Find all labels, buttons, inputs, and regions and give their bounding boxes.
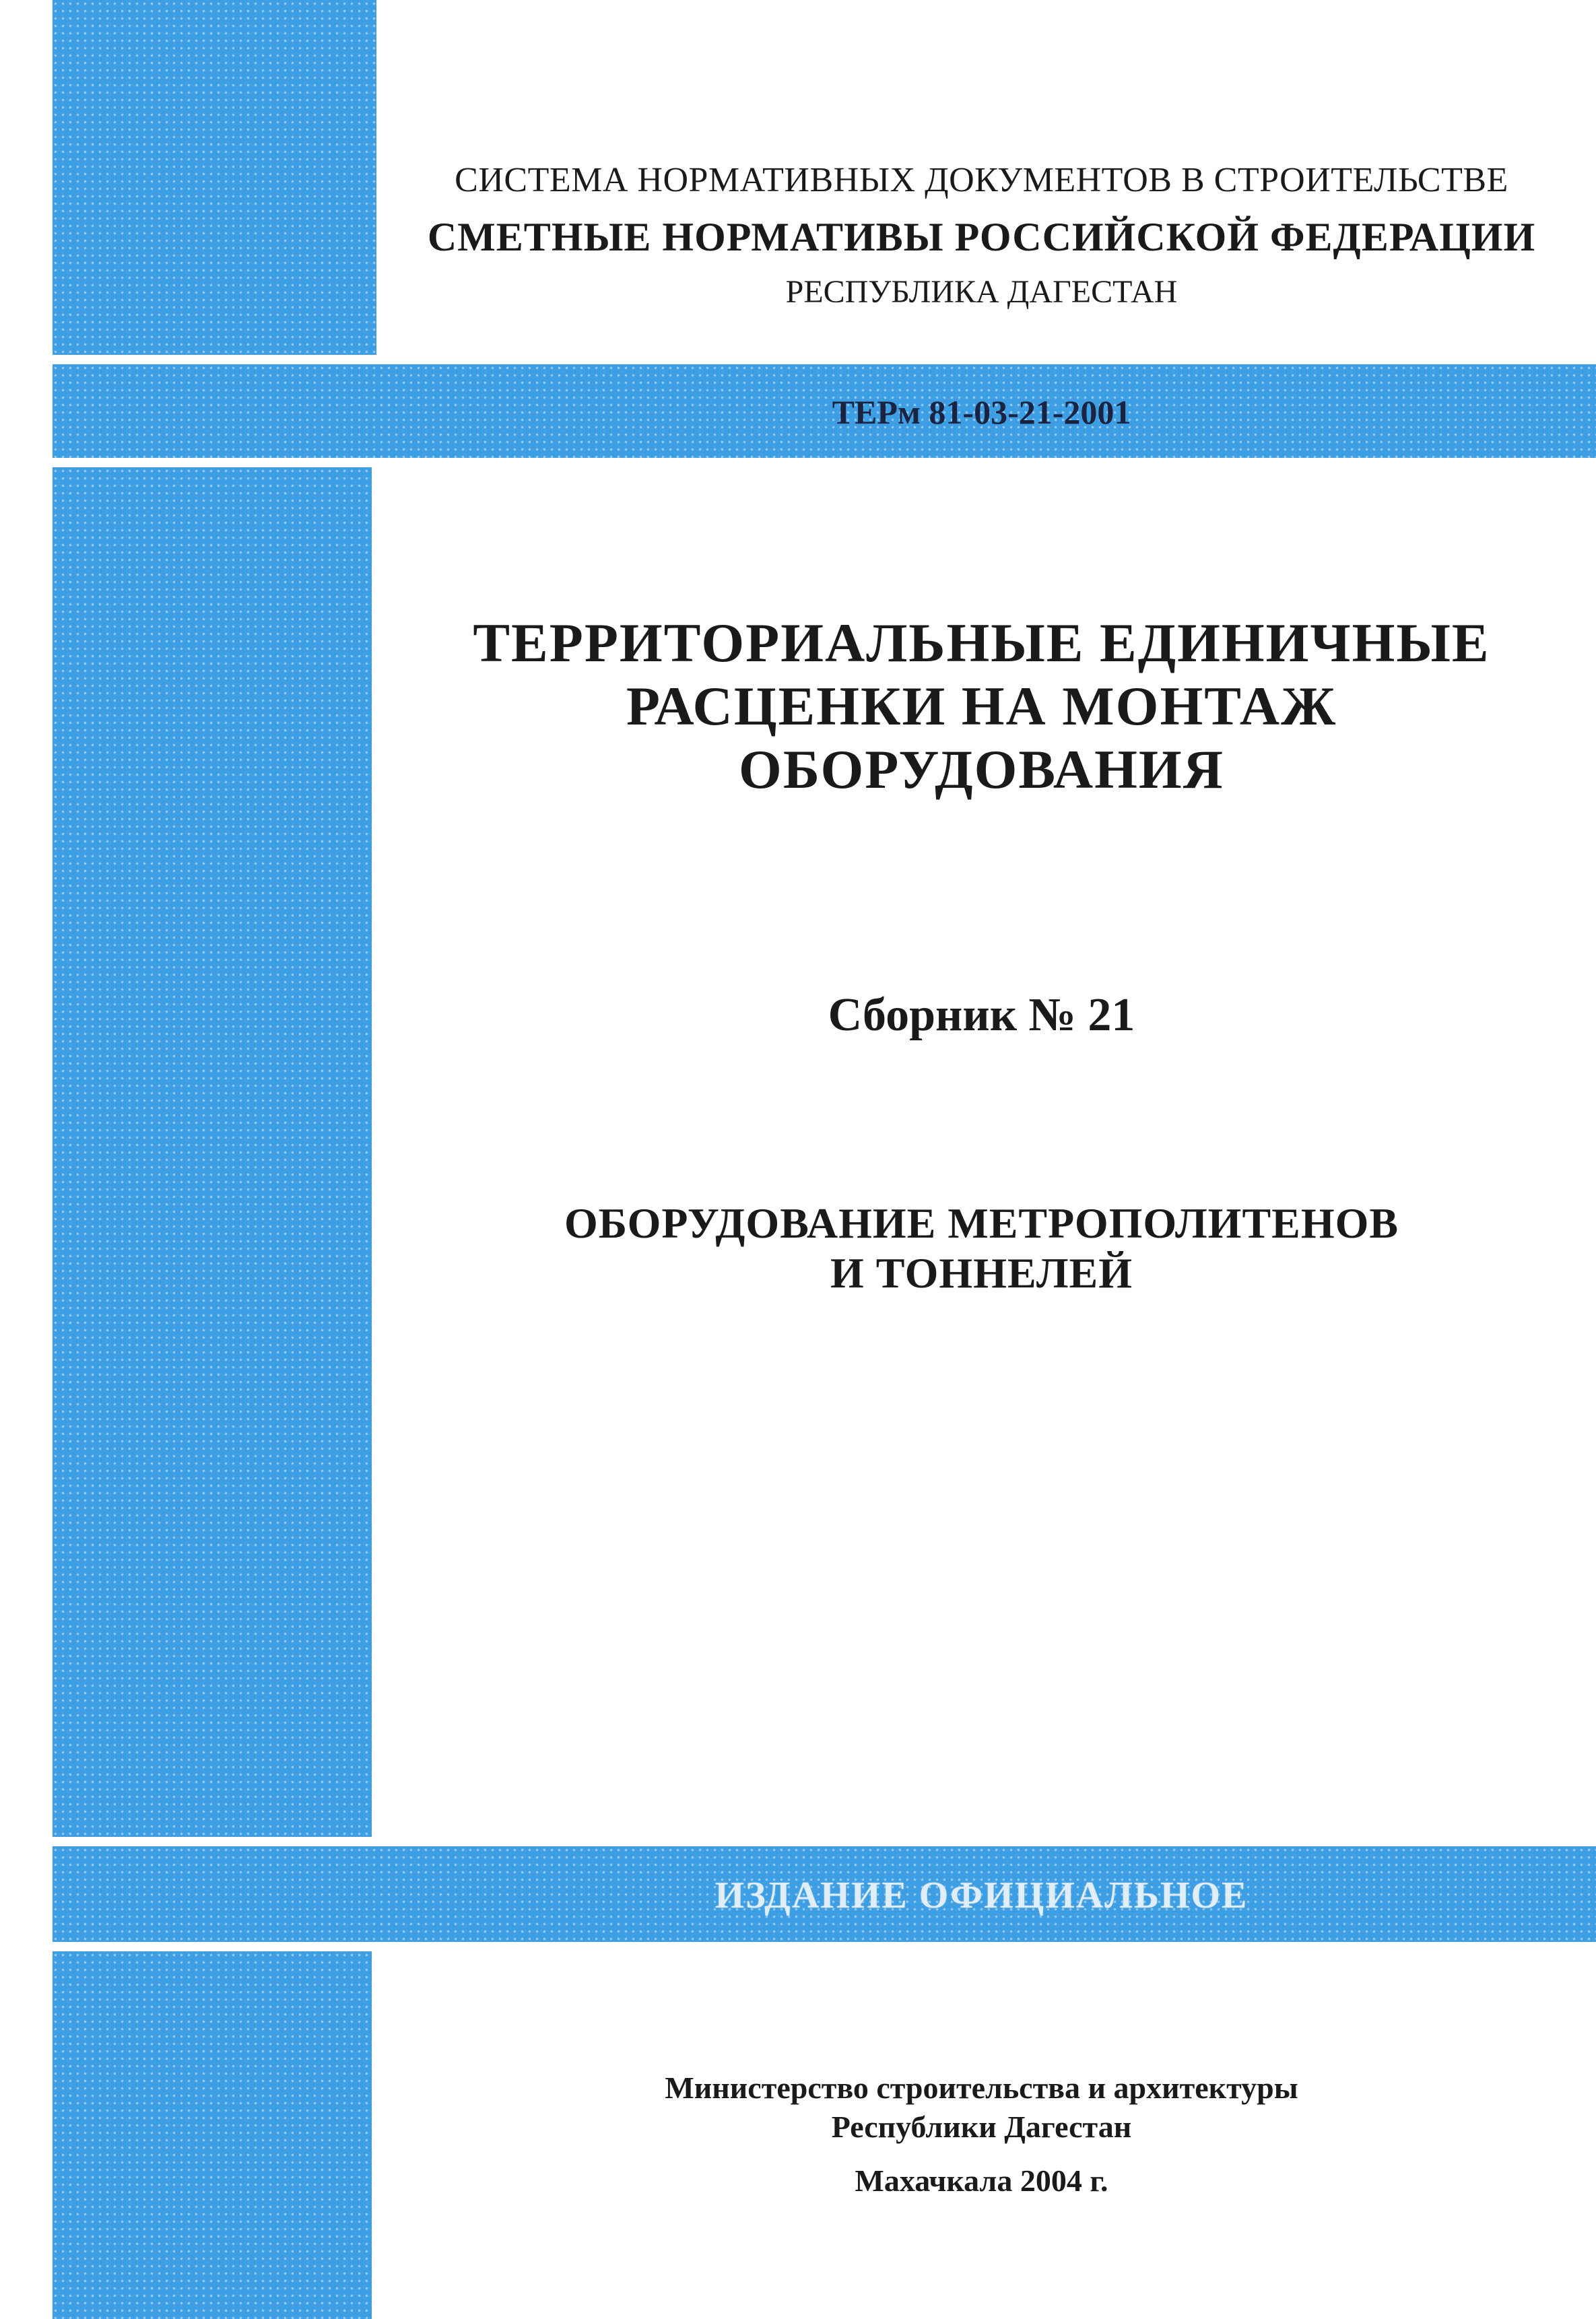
subtitle-line-2: И ТОННЕЛЕЙ (830, 1249, 1133, 1297)
region-name: РЕСПУБЛИКА ДАГЕСТАН (785, 274, 1178, 310)
publisher-line-1: Министерство строительства и архитектуры (665, 2071, 1298, 2105)
main-title-line-3: ОБОРУДОВАНИЯ (739, 739, 1224, 800)
page-margin (0, 0, 53, 2319)
blue-panel-bottom (0, 1951, 372, 2319)
main-title (404, 611, 1559, 801)
series-heading: СИСТЕМА НОРМАТИВНЫХ ДОКУМЕНТОВ В СТРОИТЕЛЬСТВЕ (455, 161, 1508, 199)
blue-panel-middle (0, 467, 372, 1837)
official-edition-label: ИЗДАНИЕ ОФИЦИАЛЬНОЕ (714, 1875, 1249, 1916)
subtitle-line-1: ОБОРУДОВАНИЕ МЕТРОПОЛИТЕНОВ (564, 1199, 1399, 1247)
blue-panel-top (0, 0, 376, 355)
collection-number: Сборник № 21 (828, 989, 1135, 1041)
place-and-year: Махачкала 2004 г. (855, 2163, 1108, 2198)
main-title-line-2: РАСЦЕНКИ НА МОНТАЖ (626, 675, 1337, 737)
publisher-line-2: Республики Дагестан (831, 2110, 1132, 2144)
main-title-line-1: ТЕРРИТОРИАЛЬНЫЕ ЕДИНИЧНЫЕ (473, 612, 1490, 673)
collection-subtitle (404, 1199, 1559, 1298)
series-name: СМЕТНЫЕ НОРМАТИВЫ РОССИЙСКОЙ ФЕДЕРАЦИИ (427, 215, 1536, 259)
document-code: ТЕРм 81-03-21-2001 (832, 393, 1131, 431)
publisher (404, 2069, 1559, 2147)
